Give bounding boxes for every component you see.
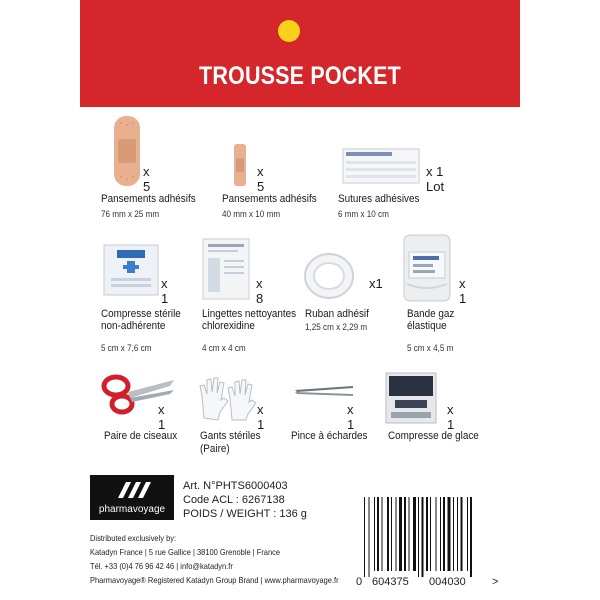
- barcode-bar: [436, 497, 437, 571]
- sutures-pack-icon: [342, 148, 420, 184]
- item-name: Pansements adhésifs: [222, 193, 317, 205]
- barcode-bar: [396, 497, 397, 571]
- distribution-line: Distributed exclusively by:: [90, 533, 177, 543]
- barcode-bar: [399, 497, 402, 571]
- distribution-line: Pharmavoyage® Registered Katadyn Group Brand | www.pharmavoyage.fr: [90, 575, 339, 585]
- barcode-bar: [418, 497, 419, 577]
- barcode-bar: [374, 497, 375, 571]
- item-dimensions: 76 mm x 25 mm: [101, 209, 160, 219]
- barcode-digit: >: [492, 576, 499, 588]
- item-name: Compresse stérile: [101, 308, 181, 320]
- item-qty: x 1: [158, 402, 166, 432]
- barcode-bar: [413, 497, 416, 571]
- distribution-line: Katadyn France | 5 rue Gallice | 38100 Grenoble | France: [90, 547, 281, 557]
- item-dimensions: 4 cm x 4 cm: [202, 343, 246, 353]
- item-qty: x1: [369, 276, 383, 291]
- pharmavoyage-logo: [90, 475, 174, 520]
- barcode-bar: [467, 497, 468, 571]
- logo-text: pharmavoyage: [98, 504, 166, 515]
- barcode-bar: [461, 497, 463, 571]
- item-dimensions: 40 mm x 10 mm: [222, 209, 281, 219]
- barcode-bar: [404, 497, 406, 571]
- article-number: Art. N°PHTS6000403: [183, 480, 288, 492]
- item-dimensions: 5 cm x 7,6 cm: [101, 343, 152, 353]
- item-qty: x 1: [447, 402, 455, 432]
- ice-pack-icon: [385, 372, 437, 424]
- barcode-digit: 004030: [429, 576, 466, 588]
- item-dimensions: 6 mm x 10 cm: [338, 209, 389, 219]
- barcode-bar: [470, 497, 472, 577]
- barcode-bar: [440, 497, 441, 571]
- barcode-digit: 604375: [372, 576, 409, 588]
- plaster-large-icon: [113, 115, 141, 187]
- weight: POIDS / WEIGHT : 136 g: [183, 508, 307, 520]
- item-name: Ruban adhésif: [305, 308, 369, 320]
- item-dimensions: 5 cm x 4,5 m: [407, 343, 454, 353]
- barcode-bar: [391, 497, 392, 571]
- acl-code: Code ACL : 6267138: [183, 494, 285, 506]
- item-qty: x 1: [459, 276, 467, 306]
- item-qty: x 1: [347, 402, 355, 432]
- barcode-digit: 0: [356, 576, 363, 588]
- item-qty: x 5: [143, 164, 151, 194]
- barcode-bar: [457, 497, 458, 571]
- barcode-bar: [422, 497, 424, 577]
- tape-roll-icon: [303, 251, 355, 301]
- header-banner: [80, 0, 520, 107]
- scissors-icon: [100, 374, 178, 416]
- item-name: Sutures adhésives: [338, 193, 420, 205]
- item-name: Gants stériles: [200, 430, 261, 442]
- item-qty: x 1: [161, 276, 169, 306]
- page-title: TROUSSE POCKET: [199, 62, 401, 90]
- item-name: Pince à échardes: [291, 430, 368, 442]
- barcode-bar: [409, 497, 410, 571]
- item-qty: x 5: [257, 164, 265, 194]
- barcode-bar: [453, 497, 454, 571]
- item-qty: x 1 Lot: [426, 164, 445, 194]
- item-name: élastique: [407, 320, 447, 332]
- logo-mark-icon: [112, 481, 152, 499]
- barcode-bar: [426, 497, 428, 571]
- wipes-sachet-icon: [202, 238, 250, 300]
- item-name: Paire de ciseaux: [104, 430, 178, 442]
- item-qty: x 8: [256, 276, 264, 306]
- gloves-icon: [198, 374, 260, 422]
- item-name: Bande gaz: [407, 308, 455, 320]
- item-name: non-adhérente: [101, 320, 166, 332]
- item-name: (Paire): [200, 443, 230, 455]
- tweezers-icon: [293, 384, 355, 398]
- barcode: [362, 497, 490, 577]
- barcode-bar: [382, 497, 383, 571]
- plaster-small-icon: [233, 143, 247, 187]
- barcode-bar: [430, 497, 431, 571]
- item-name: chlorexidine: [202, 320, 255, 332]
- yellow-dot: [278, 20, 300, 42]
- gauze-bandage-icon: [403, 234, 451, 302]
- barcode-bar: [369, 497, 370, 577]
- barcode-bar: [377, 497, 379, 571]
- item-name: Lingettes nettoyantes: [202, 308, 297, 320]
- item-name: Pansements adhésifs: [101, 193, 196, 205]
- item-qty: x 1: [257, 402, 265, 432]
- distribution-line: Tél. +33 (0)4 76 96 42 46 | info@katadyn.fr: [90, 561, 233, 571]
- barcode-bar: [448, 497, 451, 571]
- barcode-bar: [387, 497, 389, 571]
- barcode-bar: [364, 497, 365, 577]
- sterile-compress-icon: [103, 244, 159, 296]
- barcode-bar: [443, 497, 445, 571]
- item-dimensions: 1,25 cm x 2,29 m: [305, 322, 368, 332]
- item-name: Compresse de glace: [388, 430, 479, 442]
